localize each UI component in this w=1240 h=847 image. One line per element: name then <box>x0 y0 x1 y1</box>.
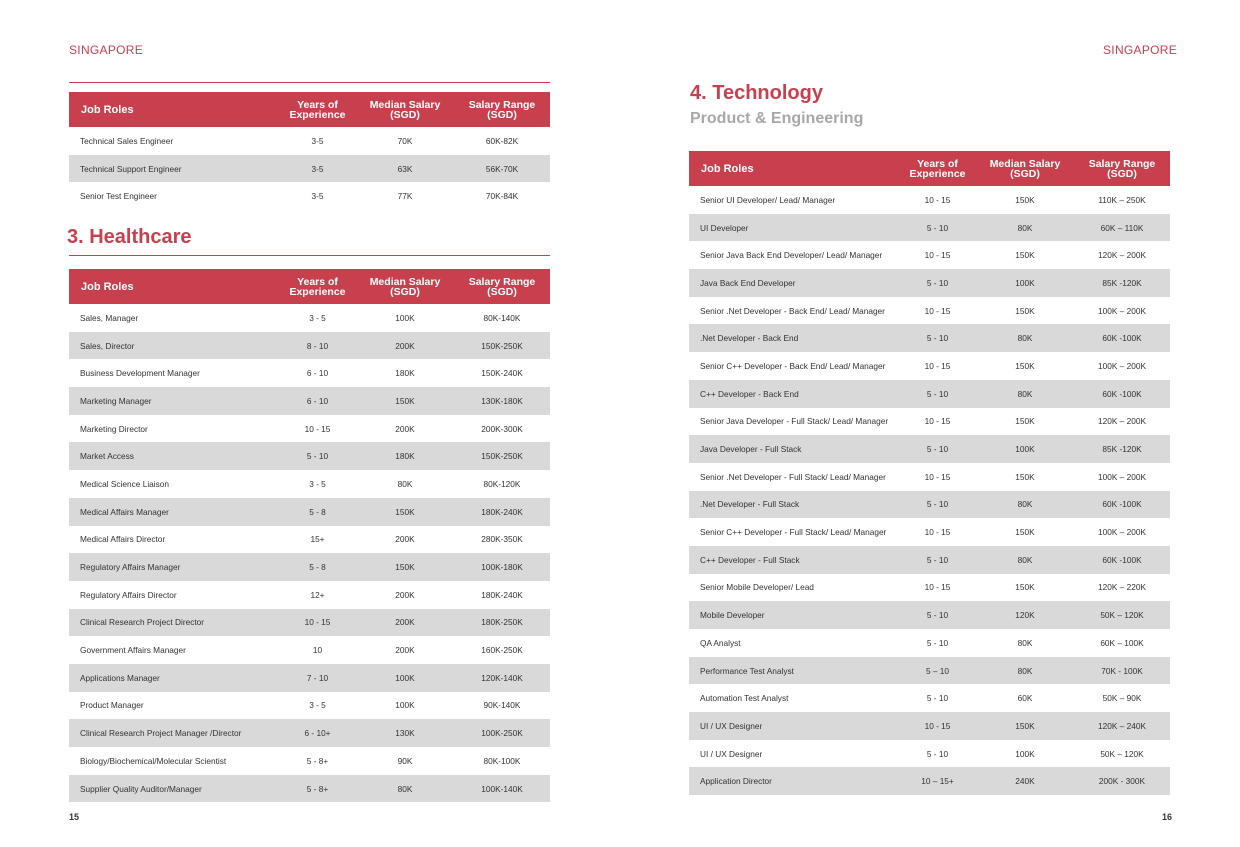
job-role-cell: Senior Java Developer - Full Stack/ Lead/ Manager <box>700 416 889 427</box>
years-cell: 5 - 10 <box>926 693 949 704</box>
years-cell: 5 - 10 <box>926 277 949 288</box>
median-salary-cell: 180K <box>395 368 415 379</box>
median-salary-cell: 70K <box>397 135 413 146</box>
header-salary-range-line2: (SGD) <box>487 285 517 298</box>
years-cell: 6 - 10 <box>306 368 329 379</box>
healthcare-table <box>69 269 550 802</box>
salary-range-cell: 100K-250K <box>481 728 523 739</box>
table-row <box>689 324 1170 352</box>
job-role-cell: Senior Test Engineer <box>80 191 157 202</box>
salary-range-cell: 60K -100K <box>1102 333 1142 344</box>
salary-range-cell: 200K-300K <box>481 423 523 434</box>
years-cell: 10 – 15+ <box>921 776 954 787</box>
technology-section-subtitle: Product & Engineering <box>690 110 864 127</box>
job-role-cell: Marketing Director <box>80 423 148 434</box>
table-header <box>689 151 1170 186</box>
median-salary-cell: 90K <box>397 755 413 766</box>
page-number-left: 15 <box>69 812 80 822</box>
job-role-cell: Marketing Manager <box>80 395 152 406</box>
healthcare-section-title: 3. Healthcare <box>67 226 192 248</box>
median-salary-cell: 150K <box>1015 194 1035 205</box>
years-cell: 10 - 15 <box>924 305 951 316</box>
salary-range-cell: 200K - 300K <box>1098 776 1146 787</box>
years-cell: 5 - 10 <box>926 222 949 233</box>
years-cell: 10 - 15 <box>924 194 951 205</box>
header-median-salary-line2: (SGD) <box>1010 167 1040 180</box>
table-row <box>69 553 550 581</box>
salary-range-cell: 60K -100K <box>1102 499 1142 510</box>
median-salary-cell: 100K <box>1015 444 1035 455</box>
table-header <box>69 92 550 127</box>
years-cell: 5 - 8 <box>309 562 326 573</box>
years-cell: 5 - 10 <box>926 748 949 759</box>
table-row <box>69 127 550 155</box>
median-salary-cell: 80K <box>1017 499 1033 510</box>
median-salary-cell: 200K <box>395 645 415 656</box>
job-role-cell: Java Developer - Full Stack <box>700 444 802 455</box>
years-cell: 5 - 8 <box>309 506 326 517</box>
table-row <box>69 719 550 747</box>
years-cell: 8 - 10 <box>306 340 329 351</box>
salary-range-cell: 180K-240K <box>481 589 523 600</box>
table-row <box>69 609 550 637</box>
years-cell: 5 - 10 <box>926 333 949 344</box>
salary-range-cell: 160K-250K <box>481 645 523 656</box>
median-salary-cell: 200K <box>395 617 415 628</box>
years-cell: 3-5 <box>311 163 324 174</box>
job-role-cell: C++ Developer - Full Stack <box>700 554 800 565</box>
job-role-cell: Senior Java Back End Developer/ Lead/ Manager <box>700 250 883 261</box>
job-role-cell: C++ Developer - Back End <box>700 388 799 399</box>
salary-range-cell: 56K-70K <box>485 163 519 174</box>
median-salary-cell: 150K <box>1015 471 1035 482</box>
job-role-cell: UI / UX Designer <box>700 720 763 731</box>
table-header <box>69 269 550 304</box>
job-role-cell: Mobile Developer <box>700 610 765 621</box>
job-role-cell: Applications Manager <box>80 672 160 683</box>
years-cell: 10 - 15 <box>304 423 331 434</box>
page-number-right: 16 <box>1162 812 1173 822</box>
salary-range-cell: 50K – 120K <box>1100 610 1144 621</box>
job-role-cell: Technical Support Engineer <box>80 163 182 174</box>
table-row <box>689 297 1170 325</box>
header-salary-range <box>1074 159 1170 179</box>
median-salary-cell: 100K <box>395 700 415 711</box>
job-role-cell: Product Manager <box>80 700 144 711</box>
median-salary-cell: 63K <box>397 163 413 174</box>
header-salary-range <box>454 277 550 297</box>
table-row <box>689 463 1170 491</box>
job-role-cell: Senior UI Developer/ Lead/ Manager <box>700 194 836 205</box>
median-salary-cell: 150K <box>1015 250 1035 261</box>
job-role-cell: .Net Developer - Back End <box>700 333 799 344</box>
salary-range-cell: 60K-82K <box>485 135 519 146</box>
header-job-roles: Job Roles <box>81 103 134 116</box>
job-role-cell: Clinical Research Project Director <box>80 617 205 628</box>
salary-range-cell: 60K -100K <box>1102 554 1142 565</box>
job-role-cell: Market Access <box>80 451 134 462</box>
years-cell: 5 - 10 <box>306 451 329 462</box>
years-cell: 3-5 <box>311 135 324 146</box>
job-role-cell: Biology/Biochemical/Molecular Scientist <box>80 755 227 766</box>
salary-range-cell: 60K – 100K <box>1100 637 1144 648</box>
sales-table <box>69 92 550 210</box>
job-role-cell: Automation Test Analyst <box>700 693 789 704</box>
years-cell: 10 - 15 <box>924 527 951 538</box>
header-years-experience-line1: Years of <box>297 98 338 111</box>
median-salary-cell: 100K <box>1015 748 1035 759</box>
table-row <box>689 546 1170 574</box>
healthcare-rule <box>69 255 550 256</box>
salary-range-cell: 80K-100K <box>483 755 521 766</box>
years-cell: 10 - 15 <box>924 582 951 593</box>
median-salary-cell: 150K <box>1015 305 1035 316</box>
job-role-cell: Medical Affairs Manager <box>80 506 169 517</box>
table-row <box>689 518 1170 546</box>
table-row <box>689 740 1170 768</box>
header-years-experience-line1: Years of <box>297 275 338 288</box>
median-salary-cell: 200K <box>395 340 415 351</box>
median-salary-cell: 80K <box>1017 665 1033 676</box>
median-salary-cell: 100K <box>395 312 415 323</box>
header-salary-range-line2: (SGD) <box>1107 167 1137 180</box>
header-salary-range-line2: (SGD) <box>487 108 517 121</box>
years-cell: 15+ <box>310 534 325 545</box>
job-role-cell: Senior .Net Developer - Full Stack/ Lead/ Manager <box>700 471 886 482</box>
years-cell: 12+ <box>310 589 325 600</box>
salary-range-cell: 60K – 110K <box>1100 222 1144 233</box>
salary-range-cell: 50K – 120K <box>1100 748 1144 759</box>
header-years-experience <box>279 277 356 297</box>
job-role-cell: Sales, Manager <box>80 312 139 323</box>
job-role-cell: Senior .Net Developer - Back End/ Lead/ Manager <box>700 305 885 316</box>
salary-range-cell: 100K – 200K <box>1098 527 1146 538</box>
table-row <box>69 526 550 554</box>
median-salary-cell: 80K <box>1017 333 1033 344</box>
salary-range-cell: 120K-140K <box>481 672 523 683</box>
table-row <box>689 435 1170 463</box>
table-row <box>689 574 1170 602</box>
salary-range-cell: 100K – 200K <box>1098 471 1146 482</box>
table-row <box>689 380 1170 408</box>
years-cell: 5 - 10 <box>926 610 949 621</box>
median-salary-cell: 240K <box>1015 776 1035 787</box>
years-cell: 3 - 5 <box>309 312 326 323</box>
table-row <box>69 182 550 210</box>
median-salary-cell: 130K <box>395 728 415 739</box>
job-role-cell: Senior Mobile Developer/ Lead <box>700 582 814 593</box>
years-cell: 10 - 15 <box>924 471 951 482</box>
salary-range-cell: 50K – 90K <box>1102 693 1142 704</box>
years-cell: 3 - 5 <box>309 700 326 711</box>
technology-table <box>689 151 1170 795</box>
header-years-experience-line1: Years of <box>917 157 958 170</box>
years-cell: 6 - 10 <box>306 395 329 406</box>
median-salary-cell: 100K <box>1015 277 1035 288</box>
median-salary-cell: 200K <box>395 534 415 545</box>
median-salary-cell: 180K <box>395 451 415 462</box>
years-cell: 10 - 15 <box>924 720 951 731</box>
job-role-cell: Government Affairs Manager <box>80 645 186 656</box>
header-years-experience <box>279 100 356 120</box>
header-years-experience-line2: Experience <box>909 167 966 180</box>
median-salary-cell: 200K <box>395 423 415 434</box>
median-salary-cell: 150K <box>1015 582 1035 593</box>
header-job-roles: Job Roles <box>701 162 754 175</box>
salary-range-cell: 70K - 100K <box>1101 665 1143 676</box>
table-row <box>689 491 1170 519</box>
median-salary-cell: 150K <box>1015 720 1035 731</box>
years-cell: 5 - 10 <box>926 637 949 648</box>
job-role-cell: Sales, Director <box>80 340 135 351</box>
years-cell: 5 - 8+ <box>306 783 329 794</box>
header-salary-range-line1: Salary Range <box>468 275 536 288</box>
job-role-cell: QA Analyst <box>700 637 741 648</box>
years-cell: 7 - 10 <box>306 672 329 683</box>
salary-range-cell: 130K-180K <box>481 395 523 406</box>
median-salary-cell: 150K <box>395 562 415 573</box>
salary-range-cell: 100K – 200K <box>1098 305 1146 316</box>
header-median-salary <box>976 159 1074 179</box>
salary-range-cell: 60K -100K <box>1102 388 1142 399</box>
median-salary-cell: 60K <box>1017 693 1033 704</box>
header-job-roles: Job Roles <box>81 280 134 293</box>
salary-range-cell: 80K-120K <box>483 478 521 489</box>
table-row <box>69 498 550 526</box>
median-salary-cell: 80K <box>397 478 413 489</box>
salary-range-cell: 120K – 220K <box>1098 582 1146 593</box>
median-salary-cell: 120K <box>1015 610 1035 621</box>
header-median-salary-line1: Median Salary <box>989 157 1061 170</box>
table-row <box>689 684 1170 712</box>
country-label-left: SINGAPORE <box>69 43 144 57</box>
median-salary-cell: 100K <box>395 672 415 683</box>
table-row <box>689 269 1170 297</box>
table-row <box>69 470 550 498</box>
salary-range-cell: 120K – 200K <box>1098 250 1146 261</box>
table-row <box>689 601 1170 629</box>
table-row <box>69 387 550 415</box>
technology-section-title: 4. Technology <box>690 82 823 104</box>
job-role-cell: .Net Developer - Full Stack <box>700 499 800 510</box>
salary-range-cell: 90K-140K <box>483 700 521 711</box>
header-median-salary <box>356 100 454 120</box>
table-row <box>69 636 550 664</box>
table-row <box>689 408 1170 436</box>
header-median-salary-line2: (SGD) <box>390 108 420 121</box>
median-salary-cell: 80K <box>1017 637 1033 648</box>
table-row <box>69 747 550 775</box>
years-cell: 5 - 8+ <box>306 755 329 766</box>
table-row <box>69 775 550 803</box>
median-salary-cell: 150K <box>1015 527 1035 538</box>
table-row <box>689 657 1170 685</box>
salary-range-cell: 80K-140K <box>483 312 521 323</box>
job-role-cell: Senior C++ Developer - Full Stack/ Lead/ Manager <box>700 527 887 538</box>
salary-range-cell: 110K – 250K <box>1098 194 1146 205</box>
median-salary-cell: 150K <box>1015 416 1035 427</box>
median-salary-cell: 80K <box>397 783 413 794</box>
table-row <box>69 442 550 470</box>
years-cell: 10 <box>312 645 323 656</box>
salary-range-cell: 120K – 240K <box>1098 720 1146 731</box>
median-salary-cell: 80K <box>1017 222 1033 233</box>
job-role-cell: Application Director <box>700 776 772 787</box>
country-label-right: SINGAPORE <box>1103 43 1178 57</box>
job-role-cell: Supplier Quality Auditor/Manager <box>80 783 202 794</box>
years-cell: 10 - 15 <box>924 360 951 371</box>
median-salary-cell: 150K <box>395 395 415 406</box>
salary-range-cell: 100K-140K <box>481 783 523 794</box>
job-role-cell: Medical Science Liaison <box>80 478 170 489</box>
table-row <box>689 352 1170 380</box>
salary-range-cell: 180K-250K <box>481 617 523 628</box>
table-row <box>689 241 1170 269</box>
job-role-cell: Medical Affairs Director <box>80 534 166 545</box>
salary-range-cell: 70K-84K <box>485 191 519 202</box>
header-years-experience-line2: Experience <box>289 108 346 121</box>
table-row <box>69 664 550 692</box>
years-cell: 5 - 10 <box>926 444 949 455</box>
table-row <box>69 332 550 360</box>
job-role-cell: Performance Test Analyst <box>700 665 794 676</box>
job-role-cell: Regulatory Affairs Director <box>80 589 177 600</box>
salary-range-cell: 85K -120K <box>1102 444 1142 455</box>
header-rule-left <box>69 82 550 83</box>
job-role-cell: Business Development Manager <box>80 368 200 379</box>
median-salary-cell: 77K <box>397 191 413 202</box>
table-row <box>689 214 1170 242</box>
salary-range-cell: 180K-240K <box>481 506 523 517</box>
median-salary-cell: 150K <box>1015 360 1035 371</box>
years-cell: 10 - 15 <box>924 250 951 261</box>
table-row <box>69 155 550 183</box>
years-cell: 3-5 <box>311 191 324 202</box>
job-role-cell: Technical Sales Engineer <box>80 135 174 146</box>
job-role-cell: UI Developer <box>700 222 749 233</box>
header-median-salary <box>356 277 454 297</box>
job-role-cell: UI / UX Designer <box>700 748 763 759</box>
years-cell: 6 - 10+ <box>304 728 331 739</box>
salary-range-cell: 100K-180K <box>481 562 523 573</box>
salary-range-cell: 120K – 200K <box>1098 416 1146 427</box>
table-row <box>69 581 550 609</box>
header-salary-range <box>454 100 550 120</box>
table-row <box>69 692 550 720</box>
table-row <box>689 186 1170 214</box>
header-median-salary-line2: (SGD) <box>390 285 420 298</box>
salary-range-cell: 150K-250K <box>481 340 523 351</box>
header-years-experience-line2: Experience <box>289 285 346 298</box>
salary-range-cell: 85K -120K <box>1102 277 1142 288</box>
job-role-cell: Regulatory Affairs Manager <box>80 562 181 573</box>
salary-range-cell: 100K – 200K <box>1098 360 1146 371</box>
salary-range-cell: 150K-250K <box>481 451 523 462</box>
table-row <box>69 359 550 387</box>
years-cell: 10 - 15 <box>924 416 951 427</box>
median-salary-cell: 150K <box>395 506 415 517</box>
job-role-cell: Java Back End Developer <box>700 277 796 288</box>
job-role-cell: Clinical Research Project Manager /Director <box>80 728 242 739</box>
job-role-cell: Senior C++ Developer - Back End/ Lead/ Manager <box>700 360 886 371</box>
table-row <box>689 629 1170 657</box>
salary-range-cell: 150K-240K <box>481 368 523 379</box>
median-salary-cell: 80K <box>1017 554 1033 565</box>
header-median-salary-line1: Median Salary <box>369 275 441 288</box>
table-row <box>69 415 550 443</box>
table-row <box>689 712 1170 740</box>
years-cell: 5 - 10 <box>926 554 949 565</box>
header-years-experience <box>899 159 976 179</box>
median-salary-cell: 200K <box>395 589 415 600</box>
years-cell: 10 - 15 <box>304 617 331 628</box>
salary-range-cell: 280K-350K <box>481 534 523 545</box>
years-cell: 5 – 10 <box>925 665 950 676</box>
median-salary-cell: 80K <box>1017 388 1033 399</box>
header-salary-range-line1: Salary Range <box>1088 157 1156 170</box>
table-row <box>689 767 1170 795</box>
table-row <box>69 304 550 332</box>
years-cell: 5 - 10 <box>926 499 949 510</box>
years-cell: 3 - 5 <box>309 478 326 489</box>
header-median-salary-line1: Median Salary <box>369 98 441 111</box>
years-cell: 5 - 10 <box>926 388 949 399</box>
header-salary-range-line1: Salary Range <box>468 98 536 111</box>
